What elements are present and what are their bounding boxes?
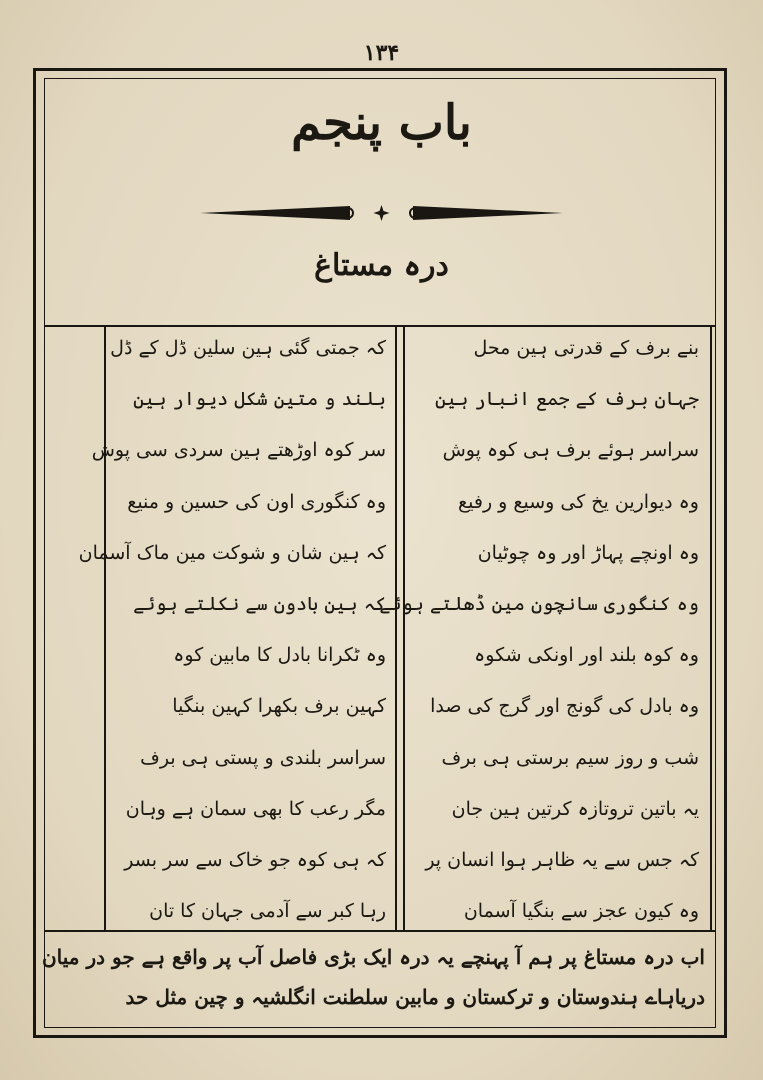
center-rule [395, 326, 397, 931]
ornament-divider [200, 198, 563, 228]
verse-line: بلند و متین شکل دیوار ہین [133, 388, 386, 411]
verse-line: وہ کنگوری اون کی حسین و منیع [127, 490, 386, 513]
verse-line: کہ جمتی گئی ہین سلین ڈل کے ڈل [110, 337, 386, 359]
ornament-star [374, 205, 390, 221]
section-title: درہ مستاغ [314, 248, 449, 283]
verse-line: وہ اونچے پہاڑ اور وہ چوٹیان [477, 541, 699, 564]
verse-line: کہ جس سے یہ ظاہر ہوا انسان پر [425, 849, 699, 872]
page-number: ۱۳۴ [363, 40, 400, 66]
verse-line: وہ کیون عجز سے بنگیا آسمان [463, 900, 699, 923]
footer-rule [44, 930, 716, 932]
header-rule [44, 325, 716, 327]
ornament-right-spike [413, 206, 563, 220]
verse-line: یہ باتین تروتازہ کرتین ہین جان [451, 797, 699, 820]
verse-line: وہ بادل کی گونج اور گرج کی صدا [430, 695, 699, 718]
verse-line: رہا کبر سے آدمی جہان کا تان [149, 900, 386, 923]
verse-line: سر کوہ اوڑھتے ہین سردی سی پوش [91, 439, 386, 462]
footer-text-line: اب درہ مستاغ پر ہم آ پہنچے یہ درہ ایک بڑی فاصل آب پر واقع ہے جو در میان [41, 945, 705, 969]
verse-line: وہ کوہ بلند اور اونکی شکوہ [474, 644, 699, 667]
verse-line: مگر رعب کا بھی سمان ہے وہان [125, 797, 386, 820]
verse-line: وہ دیوارین یخ کی وسیع و رفیع [458, 490, 699, 513]
verse-line: کہ ہین بادون سے نکلتے ہوئے [133, 593, 386, 616]
verse-line: وہ کنگوری سانچون مین ڈھلتے ہوئے [379, 593, 699, 616]
verse-line: وہ ٹکرانا بادل کا مابین کوہ [173, 644, 386, 667]
poem-right-column [379, 330, 705, 930]
verse-line: سراسر بلندی و پستی ہی برف [140, 746, 386, 769]
verse-line: سراسر ہوئے برف ہی کوہ پوش [442, 439, 699, 462]
footer-text-line: دریاہاے ہندوستان و ترکستان و مابین سلطنت انگلشیہ و چین مثل حد [125, 985, 705, 1009]
chapter-title: باب پنجم [291, 95, 472, 151]
verse-line: کہ ہی کوہ جو خاک سے سر بسر [124, 849, 386, 872]
ornament-left-spike [200, 206, 350, 220]
verse-line: جہان برف کے جمع انبار ہین [435, 388, 699, 411]
verse-line: شب و روز سیم برستی ہی برف [441, 746, 699, 769]
poem-left-column [78, 330, 392, 930]
verse-line: کہین برف بکھرا کہین بنگیا [172, 695, 386, 718]
verse-line: بنے برف کے قدرتی ہین محل [473, 337, 699, 359]
right-column-rule [710, 326, 712, 931]
left-column-rule [104, 326, 106, 931]
verse-line: کہ ہین شان و شوکت مین ماک آسمان [78, 541, 386, 564]
